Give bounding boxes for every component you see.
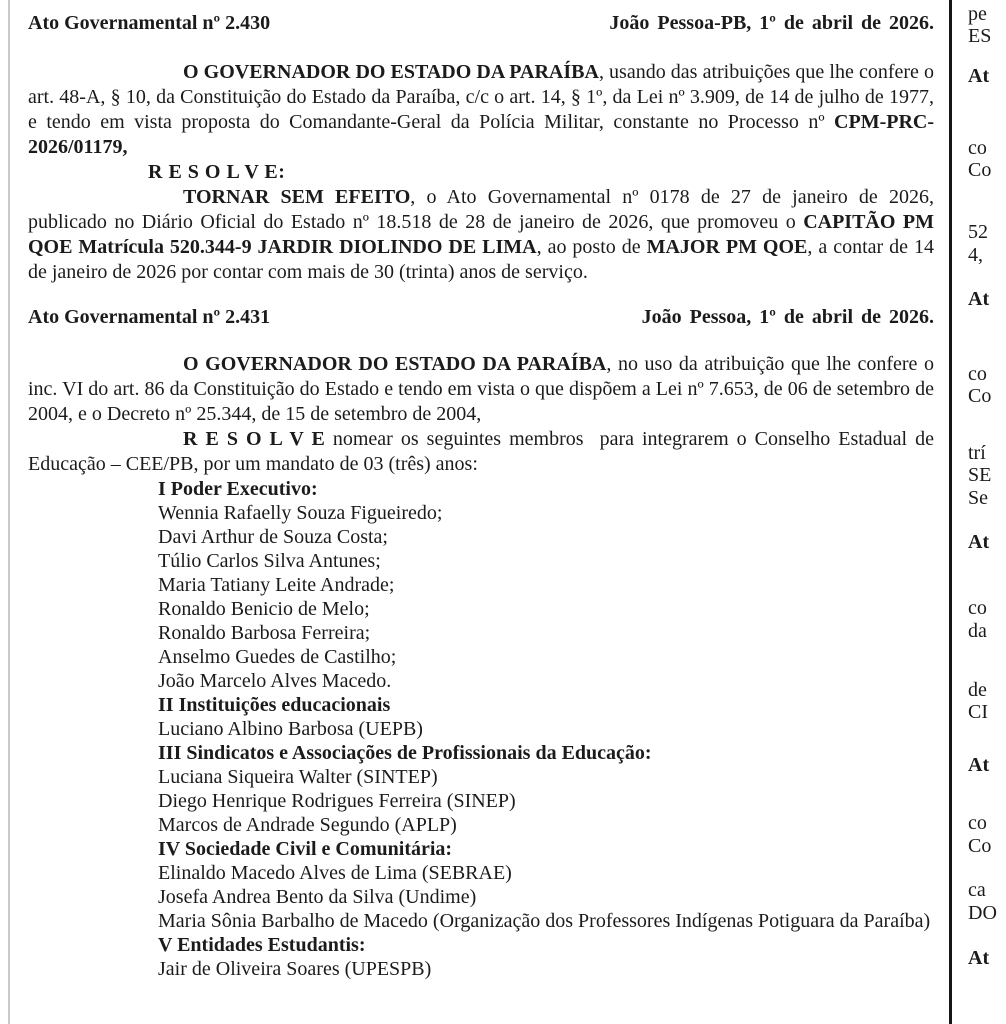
act-2430-preamble — [28, 60, 934, 160]
clipped-text-fragment: ca — [968, 879, 986, 901]
clipped-text-fragment: 52 — [968, 221, 988, 243]
member-name: Jair de Oliveira Soares (UPESPB) — [158, 958, 432, 980]
text-segment: CPM-PRC-2026/01179, — [28, 111, 934, 158]
member-name: Luciano Albino Barbosa (UEPB) — [158, 718, 423, 740]
member-category-heading: IV Sociedade Civil e Comunitária: — [158, 838, 453, 860]
member-name: Luciana Siqueira Walter (SINTEP) — [158, 766, 438, 788]
clipped-text-fragment: CI — [968, 701, 988, 723]
clipped-text-fragment: co — [968, 597, 987, 619]
member-name: Elinaldo Macedo Alves de Lima (SEBRAE) — [158, 862, 512, 884]
council-member-list — [28, 477, 934, 981]
member-name: Maria Sônia Barbalho de Macedo (Organização dos Professores Indígenas Potiguara da Paraíba) — [158, 910, 931, 932]
member-category-heading: II Instituições educacionais — [158, 694, 391, 716]
text-segment: , o Ato Governamental nº 0178 de 27 de janeiro de 2026, publicado no Diário Oficial do Estado nº 18.518 de 28 de janeiro de 2026, que promoveu o — [28, 186, 934, 233]
act-2430-header — [28, 11, 934, 36]
member-name: Túlio Carlos Silva Antunes; — [158, 550, 381, 572]
clipped-text-fragment: co — [968, 812, 987, 834]
act-2431-resolve-paragraph — [28, 427, 934, 477]
member-name: Maria Tatiany Leite Andrade; — [158, 574, 395, 596]
act-2430-title: Ato Governamental nº 2.430 — [28, 12, 271, 34]
member-name: Davi Arthur de Souza Costa; — [158, 526, 388, 548]
member-name: Ronaldo Benicio de Melo; — [158, 598, 370, 620]
clipped-text-fragment: Co — [968, 159, 992, 181]
member-name: Anselmo Guedes de Castilho; — [158, 646, 397, 668]
clipped-text-fragment: At — [968, 288, 990, 310]
clipped-text-fragment: co — [968, 137, 987, 159]
text-segment: MAJOR PM QOE — [646, 236, 808, 258]
text-segment: O GOVERNADOR DO ESTADO DA PARAÍBA — [183, 353, 607, 375]
member-category-heading: I Poder Executivo: — [158, 478, 318, 500]
clipped-text-fragment: pe — [968, 3, 987, 25]
clipped-text-fragment: co — [968, 363, 987, 385]
text-segment: , a contar de 14 de janeiro de 2026 por contar com mais de 30 (trinta) anos de serviço. — [28, 236, 934, 283]
clipped-text-fragment: DO — [968, 902, 997, 924]
act-2430-resolve-line: R E S O L V E: — [148, 161, 286, 183]
member-category-heading: V Entidades Estudantis: — [158, 934, 366, 956]
clipped-text-fragment: At — [968, 65, 990, 87]
text-segment: TORNAR SEM EFEITO — [183, 186, 411, 208]
member-category-heading: III Sindicatos e Associações de Profissionais da Educação: — [158, 742, 652, 764]
act-2430-dateline: João Pessoa-PB, 1º de abril de 2026. — [609, 12, 934, 34]
left-edge-rule — [8, 0, 10, 1024]
main-text-column — [28, 0, 934, 981]
clipped-text-fragment: da — [968, 620, 987, 642]
member-name: Wennia Rafaelly Souza Figueiredo; — [158, 502, 443, 524]
text-segment: , no uso da atribuição que lhe confere o inc. VI do art. 86 da Constituição do Estado e tendo em vista o que dispõem a Lei nº 7.653, de 06 de setembro de 2004, e o Decreto nº 25.344, de 15 de setembro de 2004, — [28, 353, 934, 425]
act-2431-preamble — [28, 352, 934, 427]
text-segment: R E S O L V E — [183, 428, 325, 450]
act-2431-title: Ato Governamental nº 2.431 — [28, 306, 271, 328]
act-2431-dateline: João Pessoa, 1º de abril de 2026. — [641, 306, 934, 328]
member-name: Diego Henrique Rodrigues Ferreira (SINEP) — [158, 790, 516, 812]
text-segment: , usando das atribuições que lhe confere o art. 48-A, § 10, da Constituição do Estado da Paraíba, c/c o art. 14, § 1º, da Lei nº 3.909, de 14 de julho de 1977, e tendo em vista proposta do Comandante-Geral da Polícia Militar, constante no Processo nº — [28, 61, 935, 133]
act-2430-body — [28, 185, 934, 285]
right-column — [968, 0, 1006, 1024]
text-segment: O GOVERNADOR DO ESTADO DA PARAÍBA — [183, 61, 599, 83]
clipped-text-fragment: ES — [968, 25, 992, 47]
clipped-text-fragment: At — [968, 531, 990, 553]
clipped-text-fragment: Se — [968, 487, 988, 509]
column-separator-rule — [949, 0, 952, 1024]
act-2431-header — [28, 305, 934, 330]
clipped-text-fragment: 4, — [968, 244, 983, 266]
member-name: Ronaldo Barbosa Ferreira; — [158, 622, 371, 644]
text-segment: nomear os seguintes membros para integrarem o Conselho Estadual de Educação – CEE/PB, por um mandato de 03 (três) anos: — [28, 428, 934, 475]
clipped-text-fragment: Co — [968, 385, 992, 407]
clipped-text-fragment: At — [968, 947, 990, 969]
member-name: Josefa Andrea Bento da Silva (Undime) — [158, 886, 477, 908]
text-segment: CAPITÃO PM QOE Matrícula 520.344-9 JARDIR DIOLINDO DE LIMA — [28, 211, 934, 258]
member-name: Marcos de Andrade Segundo (APLP) — [158, 814, 457, 836]
clipped-text-fragment: Co — [968, 835, 992, 857]
clipped-text-fragment: At — [968, 754, 990, 776]
clipped-text-fragment: de — [968, 679, 987, 701]
clipped-text-fragment: SE — [968, 464, 992, 486]
member-name: João Marcelo Alves Macedo. — [158, 670, 392, 692]
clipped-text-fragment: trí — [968, 442, 986, 464]
text-segment: , ao posto de — [536, 236, 647, 258]
